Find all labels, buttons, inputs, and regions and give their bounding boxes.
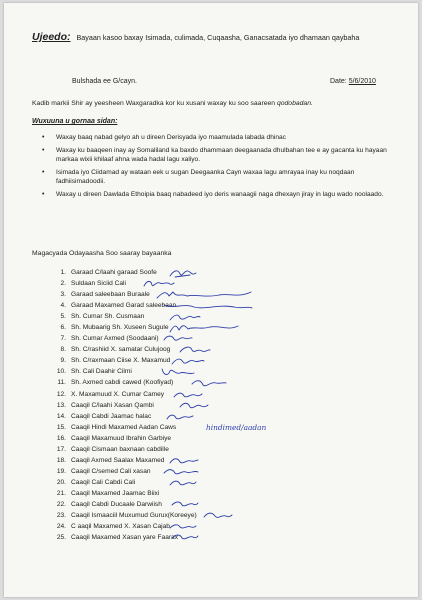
resolution-item: • Waxay baaq nabad gelyo ah u direen Derisyada iyo maamulada labada dhinac (42, 134, 286, 141)
signatory-name: Sh. C/rashiid X. samatar Culujoog (71, 346, 171, 354)
signatory-row: 16. Caaqil Maxamuud Ibrahin Garbiye (56, 434, 172, 442)
handwritten-signature (170, 522, 196, 532)
date-field (330, 78, 376, 85)
signatory-name: Caaqil Ismaaciil Muxumud Gurux(Koreeye) (71, 512, 197, 520)
resolution-item: • Waxay u direen Dawlada Ethoipia baaq nabadeed iyo deris wanaagii naga dhexayn jiray in lagu wado noolaado. (42, 190, 384, 198)
signatory-name: Sh. Cumar Axmed (Soodaani) (71, 335, 159, 343)
signatory-row: 14. Caaqil Cabdi Jaamac halac (52, 411, 352, 422)
handwritten-signature (204, 511, 232, 521)
signatory-row: 3. Garaad saleebaan Buraale (52, 289, 352, 300)
signatory-row: 23. Caaqil Ismaaciil Muxumud Gurux(Koreeye) (52, 510, 352, 521)
signatory-name: Caaqil Cabdi Jaamac halac (71, 412, 152, 420)
signatory-row: 13. Caaqil C/laahi Xasan Qambi (52, 400, 352, 411)
statement-title: Bayaan kasoo baxay Isimada, culimada, Cuqaasha, Ganacsatada iyo dhamaan qaybaha (76, 33, 360, 42)
handwritten-signature (180, 401, 210, 411)
resolution-list (42, 133, 392, 202)
signatory-row: 2. Suldaan Siciid Cali (52, 278, 352, 289)
signatory-row: 25. Caaqil Maxamed Xasan yare Faarax (52, 532, 352, 543)
signatory-row: 9. Sh. C/raxmaan Ciise X. Maxamud (52, 355, 352, 366)
resolution-item: • Isimada iyo Ciidamad ay wataan eek u sugan Deegaanka Cayn waxaa lagu amrayaa inay ku noqdaan fadhiisimadoodii. (42, 168, 355, 185)
signatory-row: 5. Sh. Cumar Sh. Cusmaan (52, 311, 352, 322)
signatory-row: 7. Sh. Cumar Axmed (Soodaani) (52, 333, 352, 344)
heading-row (32, 31, 412, 43)
handwritten-signature (144, 279, 174, 289)
handwritten-signature (170, 456, 198, 466)
handwritten-signature (167, 412, 193, 422)
handwritten-signature (172, 533, 198, 543)
signatory-row: 11. Sh. Axmed cabdi cawed (Koofiyad) (52, 377, 352, 388)
signatory-name: Caaqil Cismaan baxnaan cabdille (71, 445, 169, 453)
bullet-icon: • (42, 190, 45, 198)
document-page (4, 3, 418, 597)
handwritten-signature (172, 356, 206, 366)
signatory-row: 6. Sh. Mubaarig Sh. Xuseen Sugule (52, 322, 352, 333)
handwritten-signature (172, 500, 198, 510)
bullet-icon: • (42, 168, 45, 176)
intro-paragraph (32, 100, 402, 107)
signatory-name: Caaqil Maxamed Xasan yare Faarax (71, 534, 179, 542)
handwritten-signature (164, 467, 198, 477)
signatory-row: 21. Caaqil Maxamed Jaamac Biixi (56, 489, 160, 497)
signatory-name: Sh. Axmed cabdi cawed (Koofiyad) (71, 379, 174, 387)
heading-label: Ujeedo: (32, 31, 71, 43)
signatory-row: 12. X. Maxamuud X. Cumar Camey (52, 389, 352, 400)
statement-title-line2: Bulshada ee G/cayn. (72, 78, 137, 85)
intro-italic-text: qodobadan. (276, 100, 313, 107)
signatory-name: C aaqil Maxamed X. Xasan Cajab (71, 523, 170, 531)
signatory-row: 19. Caaqil C/semed Cali xasan (52, 466, 352, 477)
handwritten-signature (170, 312, 202, 322)
signatory-name: Garaad saleebaan Buraale (71, 291, 150, 299)
handwritten-signature (164, 334, 194, 344)
signatory-row: 20. Caaqil Cali Cabdi Cali (52, 477, 352, 488)
signatory-row: 17. Caaqil Cismaan baxnaan cabdille (56, 445, 169, 453)
signatory-name: Caaqil Axmed Saalax Maxamed (71, 456, 165, 464)
handwritten-signature (170, 323, 240, 333)
handwritten-signature (164, 301, 254, 311)
signatory-row: 15. Caaqil Hindi Maxamed Aadan Caws hindimed/aadan (56, 422, 267, 432)
signatory-row: 8. Sh. C/rashiid X. samatar Culujoog (52, 344, 352, 355)
signatory-row: 18. Caaqil Axmed Saalax Maxamed (52, 455, 352, 466)
handwritten-signature (180, 345, 212, 355)
signatory-name: Garaad C/laahi garaad Soofe (71, 269, 157, 276)
handwritten-signature (192, 378, 228, 388)
resolution-item: • Waxay ku baaqeen inay ay Somaliland ka baxdo dhammaan deegaanada dhulbahan tee e ay gacanta ku hayaan markaa wixii khilaaf ahna wada hadal lagu xaliyo. (42, 146, 387, 163)
handwritten-signature (157, 290, 253, 300)
signatories-heading: Magacyada Odayaasha Soo saaray bayaanka (32, 250, 172, 257)
signatories-list (52, 267, 352, 543)
intro-text: Kadib markii Shir ay yeesheen Waxgaradka kor ku xusani waxay ku soo saareen (32, 100, 276, 107)
handwritten-signature (174, 390, 204, 400)
handwritten-signature (162, 367, 196, 377)
handwritten-signature (170, 478, 196, 488)
handwritten-signature-text: hindimed/aadan (206, 422, 267, 432)
section-heading: Wuxuuna u gornaa sidan: (32, 118, 118, 125)
signatory-row: 4. Garaad Maxamed Garad saleebaan (52, 300, 352, 311)
signatory-row: 24. C aaqil Maxamed X. Xasan Cajab (52, 521, 352, 532)
date-value: 5/6/2010 (348, 78, 376, 85)
signatory-row: 22. Caaqil Cabdi Ducaale Darwiish (52, 499, 352, 510)
signatory-name: Garaad Maxamed Garad saleebaan (71, 302, 177, 310)
signatory-name: Sh. Cumar Sh. Cusmaan (71, 313, 145, 321)
signatory-name: Sh. Cali Daahir Cilmi (71, 368, 132, 376)
bullet-icon: • (42, 146, 45, 154)
signatory-name: Sh. Mubaarig Sh. Xuseen Sugule (71, 324, 169, 332)
signatory-name: Suldaan Siciid Cali (71, 280, 126, 288)
signatory-name: Caaqil C/semed Cali xasan (71, 467, 151, 475)
bullet-icon: • (42, 134, 45, 141)
signatory-name: Caaqil Hindi Maxamed Aadan Caws (71, 423, 177, 431)
signatory-row: 10. Sh. Cali Daahir Cilmi (52, 366, 352, 377)
signatory-name: Caaqil Cabdi Ducaale Darwiish (71, 500, 162, 508)
signatory-name: Caaqil Cali Cabdi Cali (71, 478, 136, 486)
handwritten-signature (170, 268, 192, 278)
signatory-row: 1. Garaad C/laahi garaad Soofe (52, 267, 352, 278)
date-label: Date: (330, 78, 347, 85)
signatory-name: Caaqil Maxamuud Ibrahin Garbiye (71, 434, 172, 442)
signatory-name: X. Maxamuud X. Cumar Camey (71, 390, 165, 398)
signatory-name: Caaqil C/laahi Xasan Qambi (71, 401, 154, 409)
signatory-name: Caaqil Maxamed Jaamac Biixi (71, 489, 160, 497)
signatory-name: Sh. C/raxmaan Ciise X. Maxamud (71, 357, 171, 365)
